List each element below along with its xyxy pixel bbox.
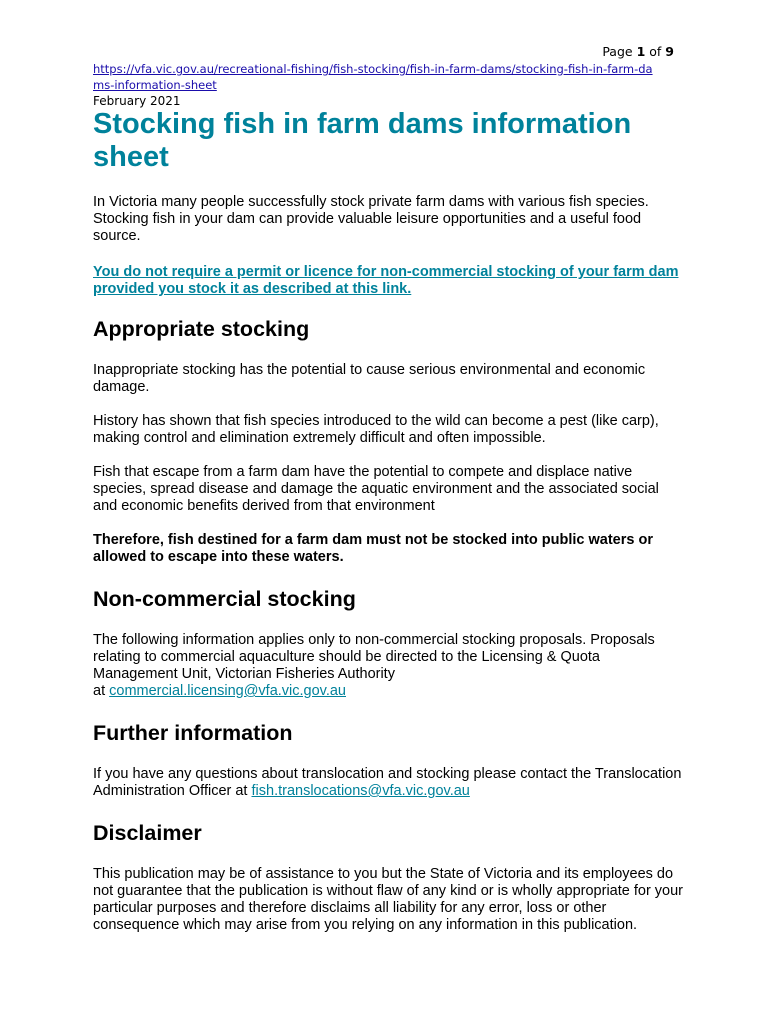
publication-date: February 2021 <box>93 94 181 108</box>
page-current: 1 <box>636 44 646 59</box>
page-label: Page <box>602 44 633 59</box>
page-number <box>602 44 674 59</box>
appropriate-warning: Therefore, fish destined for a farm dam must not be stocked into public waters or allowed to escape into these waters. <box>93 532 653 565</box>
appropriate-paragraph-3: Fish that escape from a farm dam have the potential to compete and displace native species, spread disease and damage the aquatic environment and the associated social and economic benefits derived from that environment <box>93 464 659 514</box>
heading-disclaimer: Disclaimer <box>93 821 202 845</box>
page-of: of <box>649 44 662 59</box>
heading-further-information: Further information <box>93 721 293 745</box>
source-url-link[interactable]: https://vfa.vic.gov.au/recreational-fishing/fish-stocking/fish-in-farm-dams/stocking-fish-in-farm-dams-information-sheet <box>93 62 653 92</box>
noncommercial-text: The following information applies only to non-commercial stocking proposals. Proposals relating to commercial aquaculture should be directed to the Licensing & Quota Management Unit, Victorian Fisheries Authority <box>93 632 655 682</box>
permit-info-link[interactable]: You do not require a permit or licence for non-commercial stocking of your farm dam provided you stock it as described at this link. <box>93 264 679 297</box>
translocations-email-link[interactable]: fish.translocations@vfa.vic.gov.au <box>251 783 470 799</box>
page-total: 9 <box>665 44 674 59</box>
heading-non-commercial-stocking: Non-commercial stocking <box>93 587 356 611</box>
commercial-licensing-email-link[interactable]: commercial.licensing@vfa.vic.gov.au <box>109 683 346 699</box>
document-title: Stocking fish in farm dams information sheet <box>93 108 632 173</box>
document-body <box>93 108 683 934</box>
further-text: If you have any questions about translocation and stocking please contact the Translocation Administration Officer at <box>93 766 682 799</box>
disclaimer-paragraph: This publication may be of assistance to you but the State of Victoria and its employees do not guarantee that the publication is without flaw of any kind or is wholly appropriate for your particular purposes and therefore disclaims all liability for any error, loss or other consequence which may arise from you relying on any information in this publication. <box>93 866 684 933</box>
appropriate-paragraph-2: History has shown that fish species introduced to the wild can become a pest (like carp), making control and elimination extremely difficult and often impossible. <box>93 413 659 446</box>
heading-appropriate-stocking: Appropriate stocking <box>93 317 310 341</box>
noncommercial-at: at <box>93 683 106 699</box>
noncommercial-paragraph <box>93 632 683 700</box>
further-paragraph <box>93 766 683 800</box>
appropriate-paragraph-1: Inappropriate stocking has the potential to cause serious environmental and economic damage. <box>93 362 646 395</box>
intro-paragraph: In Victoria many people successfully stock private farm dams with various fish species. Stocking fish in your dam can provide valuable leisure opportunities and a useful food source. <box>93 194 649 244</box>
